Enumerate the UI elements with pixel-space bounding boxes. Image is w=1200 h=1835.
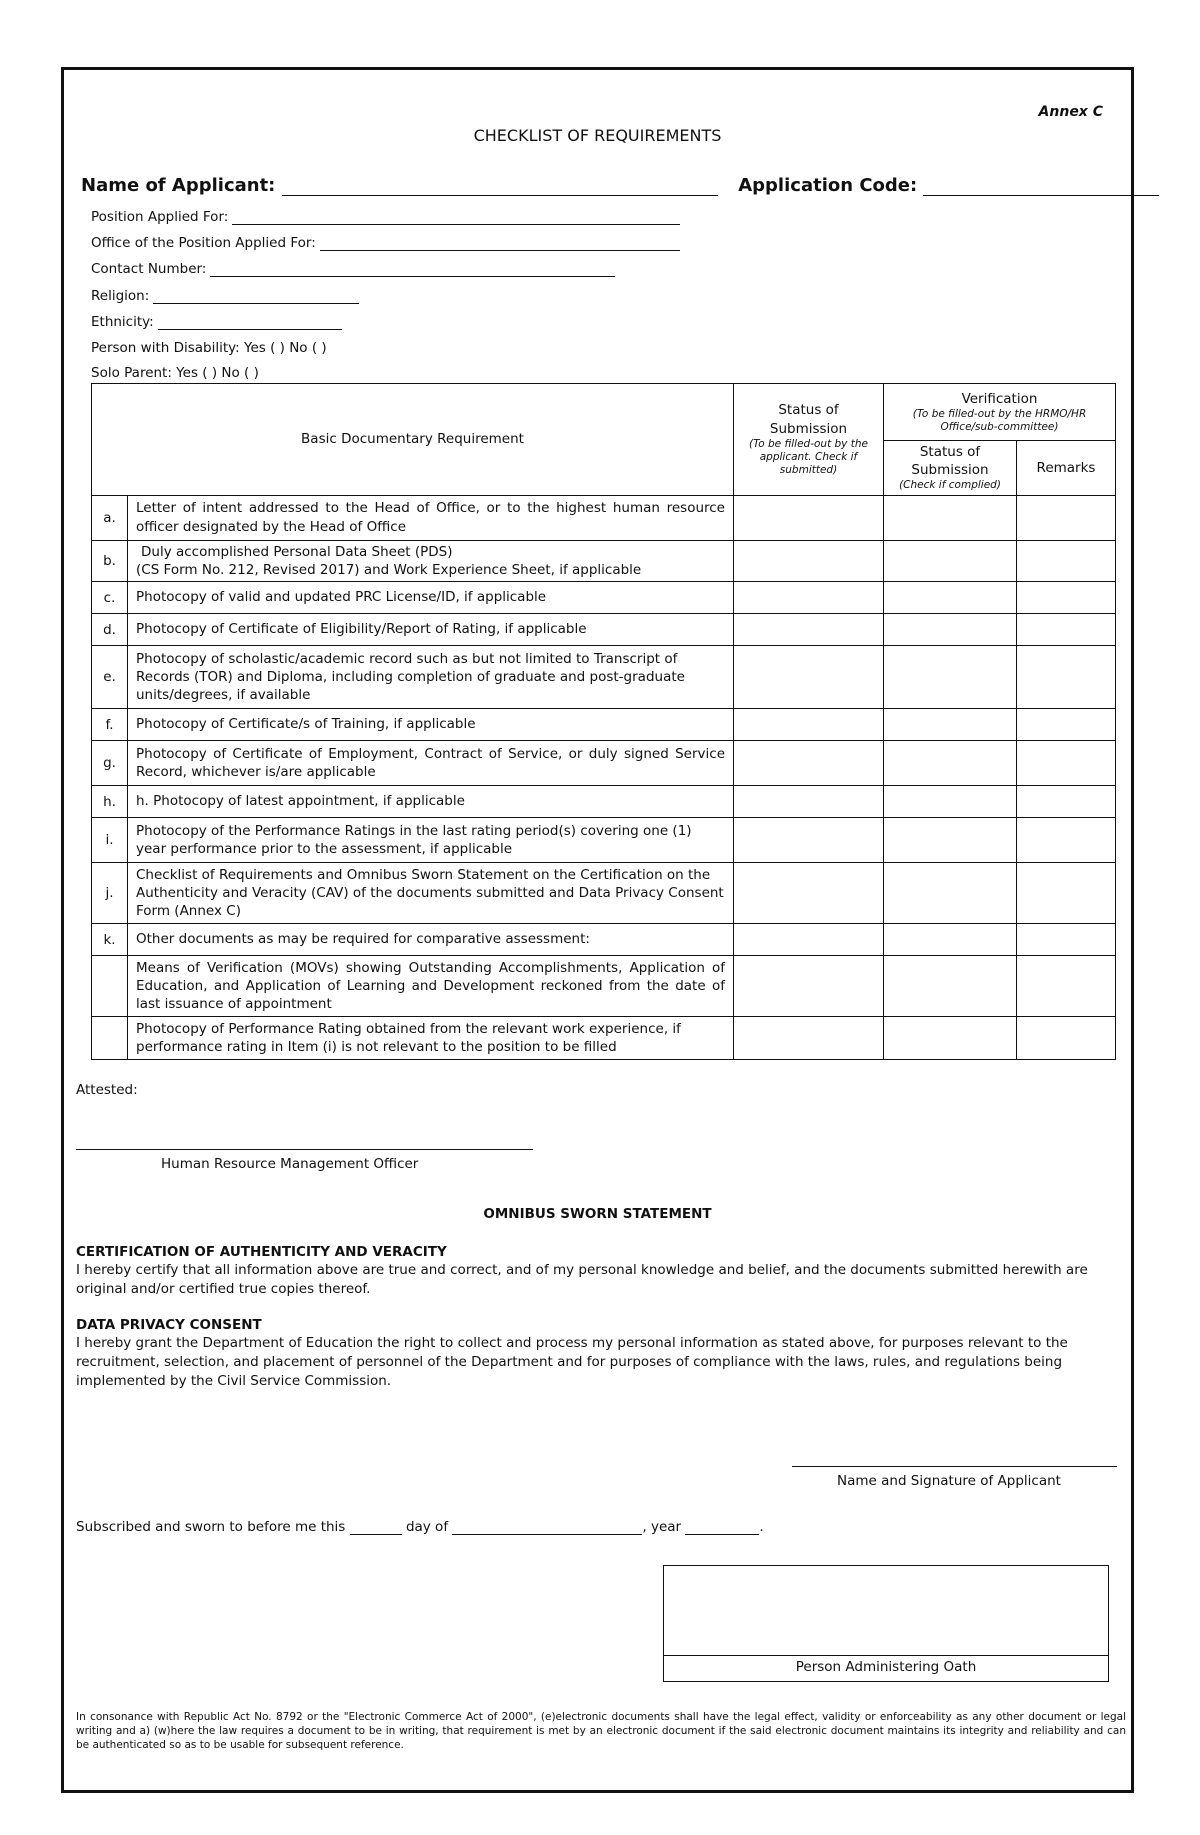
row-letter: a. <box>92 495 128 540</box>
requirements-table <box>91 383 1116 1060</box>
verification-status-cell[interactable] <box>884 709 1017 741</box>
sworn-day-field[interactable] <box>350 1520 402 1535</box>
applicant-signature-label: Name and Signature of Applicant <box>837 1473 1061 1489</box>
applicant-status-cell[interactable] <box>734 495 884 540</box>
row-requirement: Means of Verification (MOVs) showing Outstanding Accomplishments, Application of Education, and Application of Learning and Development reckoned from the date of last issuance of appointment <box>128 956 734 1017</box>
cav-heading: CERTIFICATION OF AUTHENTICITY AND VERACITY <box>76 1244 447 1260</box>
row-requirement <box>128 540 734 581</box>
remarks-cell[interactable] <box>1017 956 1116 1017</box>
application-code-field[interactable] <box>923 177 1159 196</box>
verification-status-cell[interactable] <box>884 582 1017 614</box>
data-privacy-text: I hereby grant the Department of Education the right to collect and process my personal information as stated above, for purposes relevant to the recruitment, selection, and placement of personnel of the Department and for purposes of compliance with the laws, rules, and regulations being implemented by the Civil Service Commission. <box>76 1335 1068 1389</box>
ethnicity-row <box>91 314 342 330</box>
verification-status-cell[interactable] <box>884 1017 1017 1060</box>
table-row <box>92 1017 1116 1060</box>
remarks-cell[interactable] <box>1017 1017 1116 1060</box>
row-requirement: Photocopy of Performance Rating obtained from the relevant work experience, if performance rating in Item (i) is not relevant to the position to be filled <box>128 1017 734 1060</box>
row-letter: h. <box>92 786 128 818</box>
applicant-status-cell[interactable] <box>734 818 884 863</box>
contact-field[interactable] <box>210 262 615 277</box>
verification-status-cell[interactable] <box>884 540 1017 581</box>
contact-label: Contact Number: <box>91 261 207 277</box>
verification-status-note: (Check if complied) <box>899 479 1001 492</box>
applicant-status-cell[interactable] <box>734 786 884 818</box>
position-applied-label: Position Applied For: <box>91 209 229 225</box>
remarks-cell[interactable] <box>1017 540 1116 581</box>
verification-label: Verification <box>961 390 1038 407</box>
omnibus-title: OMNIBUS SWORN STATEMENT <box>483 1206 712 1222</box>
row-requirement: Letter of intent addressed to the Head of Office, or to the highest human resource officer designated by the Head of Office <box>128 495 734 540</box>
applicant-status-cell[interactable] <box>734 709 884 741</box>
row-requirement: Photocopy of the Performance Ratings in the last rating period(s) covering one (1) year performance prior to the assessment, if applicable <box>128 818 734 863</box>
verification-status-label: Status of Submission <box>911 444 989 479</box>
table-row <box>92 582 1116 614</box>
hrmo-signature-line[interactable] <box>76 1149 533 1150</box>
applicant-status-cell[interactable] <box>734 1017 884 1060</box>
verification-status-cell[interactable] <box>884 786 1017 818</box>
applicant-status-cell[interactable] <box>734 956 884 1017</box>
verification-note: (To be filled-out by the HRMO/HR Office/sub-committee) <box>912 407 1087 434</box>
remarks-cell[interactable] <box>1017 863 1116 924</box>
applicant-status-cell[interactable] <box>734 582 884 614</box>
solo-parent-row[interactable]: Solo Parent: Yes ( ) No ( ) <box>91 365 259 381</box>
position-applied-field[interactable] <box>232 210 680 225</box>
table-row <box>92 646 1116 709</box>
table-row <box>92 786 1116 818</box>
row-requirement: Photocopy of scholastic/academic record such as but not limited to Transcript of Records (TOR) and Diploma, including completion of graduate and post-graduate units/degrees, if available <box>128 646 734 709</box>
row-requirement-line2: (CS Form No. 212, Revised 2017) and Work Experience Sheet, if applicable <box>136 561 642 578</box>
row-letter: f. <box>92 709 128 741</box>
row-requirement: h. Photocopy of latest appointment, if applicable <box>128 786 734 818</box>
table-row <box>92 863 1116 924</box>
sworn-month-field[interactable] <box>452 1520 642 1535</box>
row-letter: k. <box>92 924 128 956</box>
row-letter: d. <box>92 614 128 646</box>
applicant-status-cell[interactable] <box>734 863 884 924</box>
verification-status-cell[interactable] <box>884 495 1017 540</box>
row-letter: c. <box>92 582 128 614</box>
religion-label: Religion: <box>91 288 150 304</box>
remarks-cell[interactable] <box>1017 818 1116 863</box>
applicant-status-cell[interactable] <box>734 924 884 956</box>
remarks-cell[interactable] <box>1017 495 1116 540</box>
hrmo-label: Human Resource Management Officer <box>161 1156 419 1172</box>
applicant-status-note: (To be filled-out by the applicant. Check if submitted) <box>749 437 868 477</box>
row-letter: g. <box>92 741 128 786</box>
form-title: CHECKLIST OF REQUIREMENTS <box>473 126 722 145</box>
verification-status-cell[interactable] <box>884 646 1017 709</box>
row-letter <box>92 1017 128 1060</box>
form-frame <box>61 67 1134 1793</box>
position-applied-row <box>91 209 680 225</box>
office-field[interactable] <box>320 236 680 251</box>
row-letter <box>92 956 128 1017</box>
table-row <box>92 924 1116 956</box>
oath-box[interactable] <box>663 1565 1109 1682</box>
remarks-cell[interactable] <box>1017 786 1116 818</box>
applicant-status-cell[interactable] <box>734 646 884 709</box>
remarks-cell[interactable] <box>1017 614 1116 646</box>
religion-row <box>91 288 359 304</box>
sworn-text-3: , year <box>642 1519 682 1535</box>
row-requirement: Photocopy of Certificate/s of Training, if applicable <box>128 709 734 741</box>
row-letter: e. <box>92 646 128 709</box>
table-row <box>92 495 1116 540</box>
remarks-cell[interactable] <box>1017 646 1116 709</box>
name-of-applicant-label: Name of Applicant: <box>81 175 276 196</box>
remarks-cell[interactable] <box>1017 741 1116 786</box>
oath-label: Person Administering Oath <box>795 1659 977 1675</box>
applicant-status-header <box>734 384 884 496</box>
footnote: In consonance with Republic Act No. 8792 or the "Electronic Commerce Act of 2000", (e)electronic documents shall have the legal effect, validity or enforceability as any other document or legal writing and a) (w)here the law requires a document to be in writing, that requirement is met by an electronic document if the said electronic document maintains its integrity and reliability and can be authenticated so as to be usable for subsequent reference. <box>76 1711 1126 1751</box>
sworn-line <box>76 1519 764 1535</box>
row-letter: i. <box>92 818 128 863</box>
table-row <box>92 818 1116 863</box>
name-of-applicant-field[interactable] <box>282 177 718 196</box>
applicant-header-line <box>81 175 1159 196</box>
row-letter: b. <box>92 540 128 581</box>
row-letter: j. <box>92 863 128 924</box>
verification-status-cell[interactable] <box>884 924 1017 956</box>
annex-label: Annex C <box>1038 104 1103 120</box>
remarks-cell[interactable] <box>1017 709 1116 741</box>
table-row <box>92 540 1116 581</box>
verification-status-cell[interactable] <box>884 614 1017 646</box>
data-privacy-heading: DATA PRIVACY CONSENT <box>76 1317 262 1333</box>
row-requirement: Photocopy of Certificate of Employment, Contract of Service, or duly signed Service Record, whichever is/are applicable <box>128 741 734 786</box>
applicant-status-label: Status of Submission <box>769 402 848 437</box>
verification-status-cell[interactable] <box>884 956 1017 1017</box>
applicant-status-cell[interactable] <box>734 614 884 646</box>
ethnicity-field[interactable] <box>158 315 342 330</box>
applicant-status-cell[interactable] <box>734 741 884 786</box>
verification-status-cell[interactable] <box>884 741 1017 786</box>
verification-status-cell[interactable] <box>884 863 1017 924</box>
contact-row <box>91 261 615 277</box>
row-requirement-line1: Duly accomplished Personal Data Sheet (PDS) <box>141 543 453 560</box>
sworn-text-2: day of <box>405 1519 449 1535</box>
row-requirement: Photocopy of valid and updated PRC License/ID, if applicable <box>128 582 734 614</box>
requirement-header: Basic Documentary Requirement <box>92 384 734 496</box>
remarks-cell[interactable] <box>1017 924 1116 956</box>
remarks-cell[interactable] <box>1017 582 1116 614</box>
ethnicity-label: Ethnicity: <box>91 314 154 330</box>
application-code-label: Application Code: <box>738 175 918 196</box>
applicant-status-cell[interactable] <box>734 540 884 581</box>
verification-status-header <box>884 441 1017 496</box>
row-requirement: Checklist of Requirements and Omnibus Sworn Statement on the Certification on the Authenticity and Veracity (CAV) of the documents submitted and Data Privacy Consent Form (Annex C) <box>128 863 734 924</box>
cav-text: I hereby certify that all information above are true and correct, and of my personal knowledge and belief, and the documents submitted herewith are original and/or certified true copies thereof. <box>76 1262 1088 1297</box>
row-requirement: Other documents as may be required for comparative assessment: <box>128 924 734 956</box>
table-row <box>92 709 1116 741</box>
sworn-year-field[interactable] <box>685 1520 759 1535</box>
office-label: Office of the Position Applied For: <box>91 235 316 251</box>
table-row <box>92 956 1116 1017</box>
table-row <box>92 614 1116 646</box>
remarks-header: Remarks <box>1017 441 1116 496</box>
table-row <box>92 741 1116 786</box>
sworn-text-4: . <box>759 1519 764 1535</box>
pwd-row[interactable]: Person with Disability: Yes ( ) No ( ) <box>91 340 327 356</box>
verification-status-cell[interactable] <box>884 818 1017 863</box>
sworn-text-1: Subscribed and sworn to before me this <box>76 1519 346 1535</box>
row-requirement: Photocopy of Certificate of Eligibility/Report of Rating, if applicable <box>128 614 734 646</box>
verification-header <box>884 384 1116 441</box>
attested-label: Attested: <box>76 1082 138 1098</box>
applicant-signature-line[interactable] <box>792 1466 1117 1467</box>
office-row <box>91 235 680 251</box>
oath-box-divider <box>664 1655 1108 1656</box>
religion-field[interactable] <box>153 289 359 304</box>
